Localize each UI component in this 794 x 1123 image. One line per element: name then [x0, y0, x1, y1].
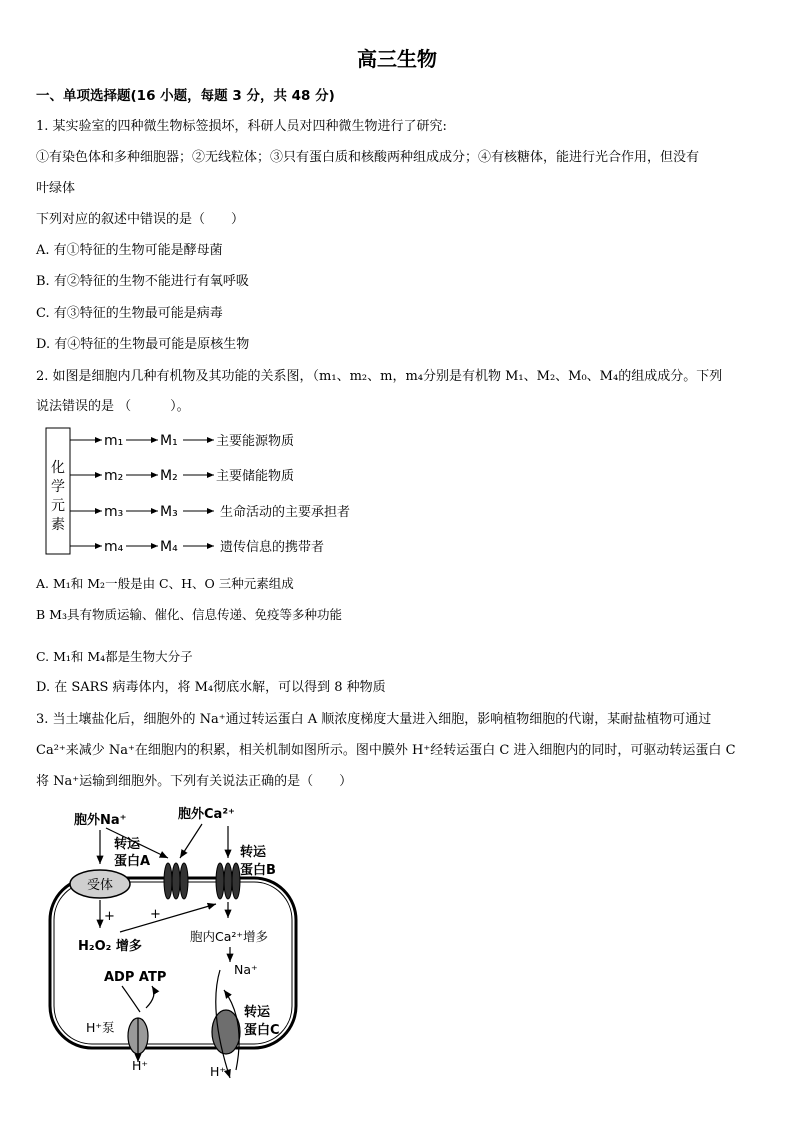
transporter-a-label: 蛋白A: [114, 854, 151, 869]
transporter-b: [224, 863, 232, 899]
page-title: 高三生物: [357, 47, 437, 71]
M4-function: 遗传信息的携带者: [220, 540, 325, 555]
q2-option-b: B M₃具有物质运输、催化、信息传递、免疫等多种功能: [36, 607, 342, 622]
plus-sign: +: [150, 907, 161, 922]
transporter-c-label: 蛋白C: [244, 1023, 280, 1038]
organic-matter-diagram: [40, 424, 380, 560]
arrow: [146, 986, 154, 1008]
outside-ca-label: 胞外Ca²⁺: [178, 807, 235, 822]
transporter-c-label: 转运: [244, 1005, 271, 1020]
q2-stem-line2: 说法错误的是 （ ）。: [36, 399, 190, 414]
m1-label: m₁: [104, 433, 124, 449]
adp-atp-label: ADP ATP: [104, 970, 167, 985]
h-pump-label: H⁺泵: [86, 1020, 115, 1035]
q2-option-a: A. M₁和 M₂一般是由 C、H、O 三种元素组成: [36, 576, 294, 591]
M4-label: M₄: [160, 539, 178, 555]
q2-stem-line1: 2. 如图是细胞内几种有机物及其功能的关系图，（m₁、m₂、m，m₄分别是有机物 M₁、M₂、M₀、M₄的组成成分。下列: [36, 369, 723, 384]
receptor-label: 受体: [86, 878, 114, 893]
transporter-b-label: 转运: [240, 845, 267, 860]
M2-function: 主要储能物质: [216, 469, 295, 484]
box-char: 化: [51, 460, 65, 476]
m2-label: m₂: [104, 468, 124, 484]
q1-option-b: B. 有②特征的生物不能进行有氧呼吸: [36, 274, 249, 289]
M1-label: M₁: [160, 433, 178, 449]
M3-label: M₃: [160, 504, 178, 520]
transporter-a: [164, 863, 172, 899]
box-char: 素: [51, 517, 65, 533]
q1-option-d: D. 有④特征的生物最可能是原核生物: [36, 337, 250, 352]
m4-label: m₄: [104, 539, 124, 555]
transporter-a-label: 转运: [114, 837, 141, 852]
salt-tolerance-mechanism-diagram: [40, 800, 320, 1090]
outside-na-label: 胞外Na⁺: [74, 813, 127, 828]
q3-stem-line3: 将 Na⁺运输到细胞外。下列有关说法正确的是（ ）: [36, 774, 353, 789]
q1-features-line2: 叶绿体: [36, 181, 76, 196]
q1-option-a: A. 有①特征的生物可能是酵母菌: [36, 243, 223, 258]
arrow: [122, 986, 140, 1012]
inside-na-label: Na⁺: [234, 962, 258, 977]
M1-function: 主要能源物质: [216, 434, 295, 449]
h-out-label: H⁺: [210, 1064, 226, 1079]
transporter-a: [180, 863, 188, 899]
m3-label: m₃: [104, 504, 124, 520]
q1-features-line1: ①有染色体和多种细胞器；②无线粒体；③只有蛋白质和核酸两种组成成分；④有核糖体，能进行光合作用，但没有: [36, 150, 700, 165]
transporter-b: [216, 863, 224, 899]
transporter-a: [172, 863, 180, 899]
q1-question: 下列对应的叙述中错误的是（ ）: [36, 212, 245, 227]
q1-stem: 1. 某实验室的四种微生物标签损坏，科研人员对四种微生物进行了研究:: [36, 119, 447, 134]
q3-stem-line1: 3. 当土壤盐化后，细胞外的 Na⁺通过转运蛋白 A 顺浓度梯度大量进入细胞，影响植物细胞的代谢，某耐盐植物可通过: [36, 712, 712, 727]
box-char: 学: [51, 479, 65, 495]
section-heading: 一、单项选择题(16 小题，每题 3 分，共 48 分): [36, 88, 335, 104]
plus-sign: +: [104, 909, 115, 924]
box-char: 元: [51, 498, 65, 514]
transporter-b: [232, 863, 240, 899]
q3-stem-line2: Ca²⁺来减少 Na⁺在细胞内的积累，相关机制如图所示。图中膜外 H⁺经转运蛋白 C 进入细胞内的同时，可驱动转运蛋白 C: [36, 743, 736, 758]
arrow: [120, 904, 216, 932]
q1-option-c: C. 有③特征的生物最可能是病毒: [36, 306, 223, 321]
q2-option-c: C. M₁和 M₄都是生物大分子: [36, 649, 193, 664]
inside-ca-label: 胞内Ca²⁺增多: [190, 929, 268, 944]
M3-function: 生命活动的主要承担者: [220, 505, 351, 520]
q2-option-d: D. 在 SARS 病毒体内，将 M₄彻底水解，可以得到 8 种物质: [36, 680, 386, 695]
arrow: [180, 824, 202, 858]
h-out-label: H⁺: [132, 1058, 148, 1073]
h2o2-label: H₂O₂ 增多: [78, 939, 142, 954]
M2-label: M₂: [160, 468, 178, 484]
transporter-b-label: 蛋白B: [240, 863, 276, 878]
